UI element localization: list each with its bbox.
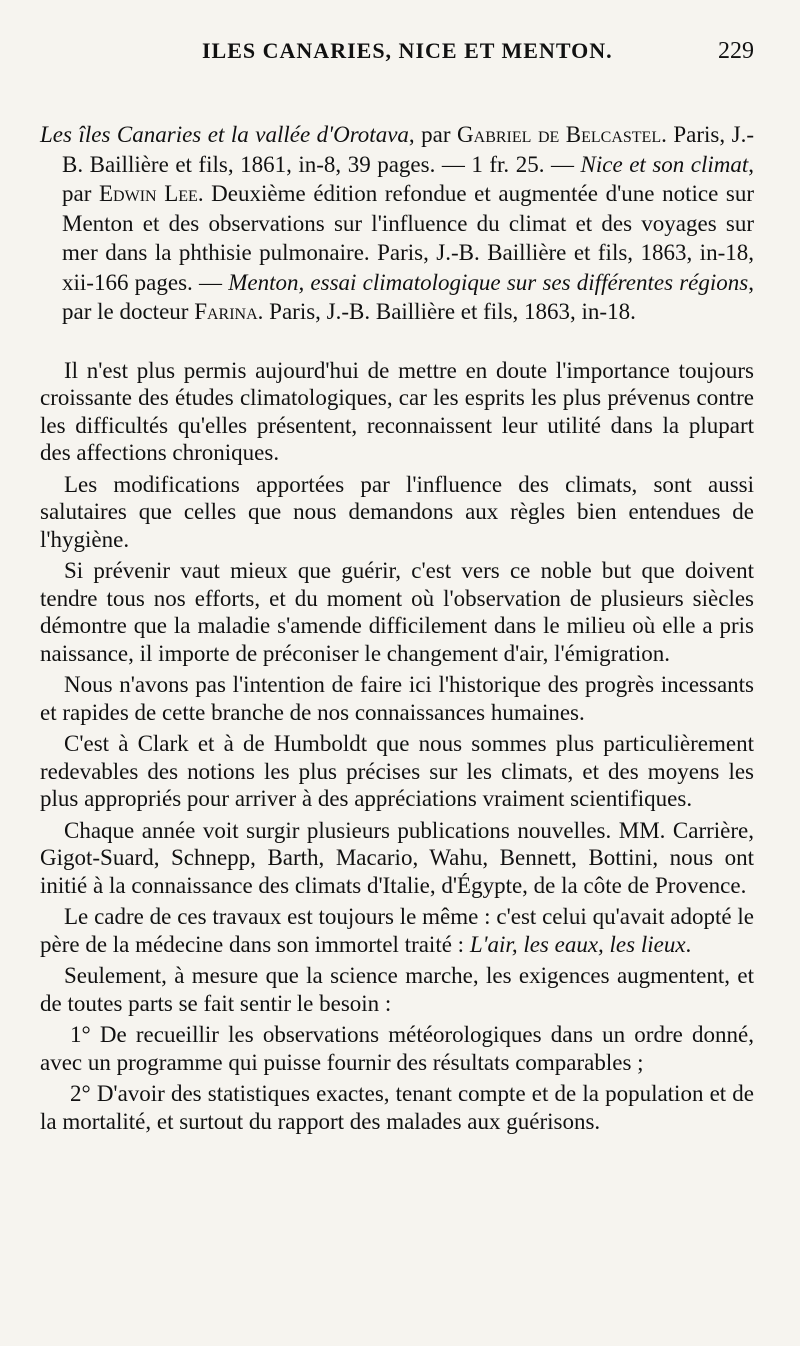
paragraph: Seulement, à mesure que la science marche, les exigences augmentent, et de toutes parts se fait sentir le besoin : (40, 963, 754, 1016)
entry1-title: Les îles Canaries et la vallée d'Orotava (40, 122, 409, 147)
entry2-rest: . Deuxième édition refondue et augmentée d'une notice sur Menton et des observations sur l'influence du climat et des voyages sur mer dans la phthisie pulmonaire. Paris, J.-B. Baillière et fils, 1863, in-18, xii-166 pages. — (62, 181, 755, 295)
paragraph: Il n'est plus permis aujourd'hui de mettre en doute l'importance toujours croissante des études climatologiques, car les esprits les plus prévenus contre les difficultés qu'elles présentent, reconnaissent leur utilité dans la plupart des affections chroniques. (40, 357, 754, 465)
entry1-by: , par (408, 122, 458, 147)
paragraph (40, 903, 754, 958)
entry3-by: , par le docteur (62, 269, 754, 324)
entry3-subtitle: , essai climatologique sur ses différentes régions (298, 269, 749, 295)
paragraph: Nous n'avons pas l'intention de faire ici l'historique des progrès incessants et rapides de cette branche de nos connaissances humaines. (40, 672, 754, 725)
paragraph: Si prévenir vaut mieux que guérir, c'est vers ce noble but que doivent tendre tous nos efforts, et du moment où l'observation de plusieurs siècles démontre que la maladie s'amende difficilement dans le milieu où elle a pris naissance, il importe de préconiser le changement d'air, l'émigration. (40, 558, 754, 666)
body-text (40, 357, 754, 1136)
p7-italic-title: L'air, les eaux, les lieux (469, 931, 686, 957)
entry2-by: , par (62, 151, 755, 206)
entry3-rest: . Paris, J.-B. Baillière et fils, 1863, in-18. (257, 299, 636, 324)
entry3-author: Farina (194, 299, 258, 324)
running-title: ILES CANARIES, NICE ET MENTON. (202, 38, 613, 63)
entry1-rest: . Paris, J.-B. Baillière et fils, 1861, in-8, 39 pages. — 1 fr. 25. (62, 122, 754, 177)
page-header (40, 30, 754, 70)
list-item: 1° De recueillir les observations météorologiques dans un ordre donné, avec un programme qui puisse fournir des résultats comparables ; (40, 1022, 754, 1075)
entry2-author: Edwin Lee (99, 181, 198, 206)
list-item: 2° D'avoir des statistiques exactes, tenant compte et de la population et de la mortalité, et surtout du rapport des malades aux guérisons. (40, 1081, 754, 1134)
entry1-author: Gabriel de Belcastel (457, 122, 662, 147)
paragraph: Chaque année voit surgir plusieurs publications nouvelles. MM. Carrière, Gigot-Suard, Schnepp, Barth, Macario, Wahu, Bennett, Bottini, nous ont initié à la connaissance des climats d'Italie, d'Égypte, de la côte de Provence. (40, 817, 754, 898)
bibliography-block (40, 120, 754, 327)
page-number: 229 (718, 38, 754, 64)
bibliography-entry (40, 120, 755, 327)
paragraph: Les modifications apportées par l'influence des climats, sont aussi salutaires que celles que nous demandons aux règles bien entendues de l'hygiène. (40, 471, 754, 552)
entry2-title: Nice et son climat (580, 151, 749, 177)
entry2-prefix: — (551, 151, 581, 177)
p7-end: . (685, 931, 692, 957)
p7-start: Le cadre de ces travaux est toujours le même : c'est celui qu'avait adopté le père de la médecine dans son immortel traité : (40, 904, 754, 957)
entry3-title: Menton (228, 269, 299, 295)
paragraph: C'est à Clark et à de Humboldt que nous sommes plus particulièrement redevables des notions les plus précises sur les climats, et des moyens les plus appropriés pour arriver à des appréciations vraiment scientifiques. (40, 731, 754, 811)
